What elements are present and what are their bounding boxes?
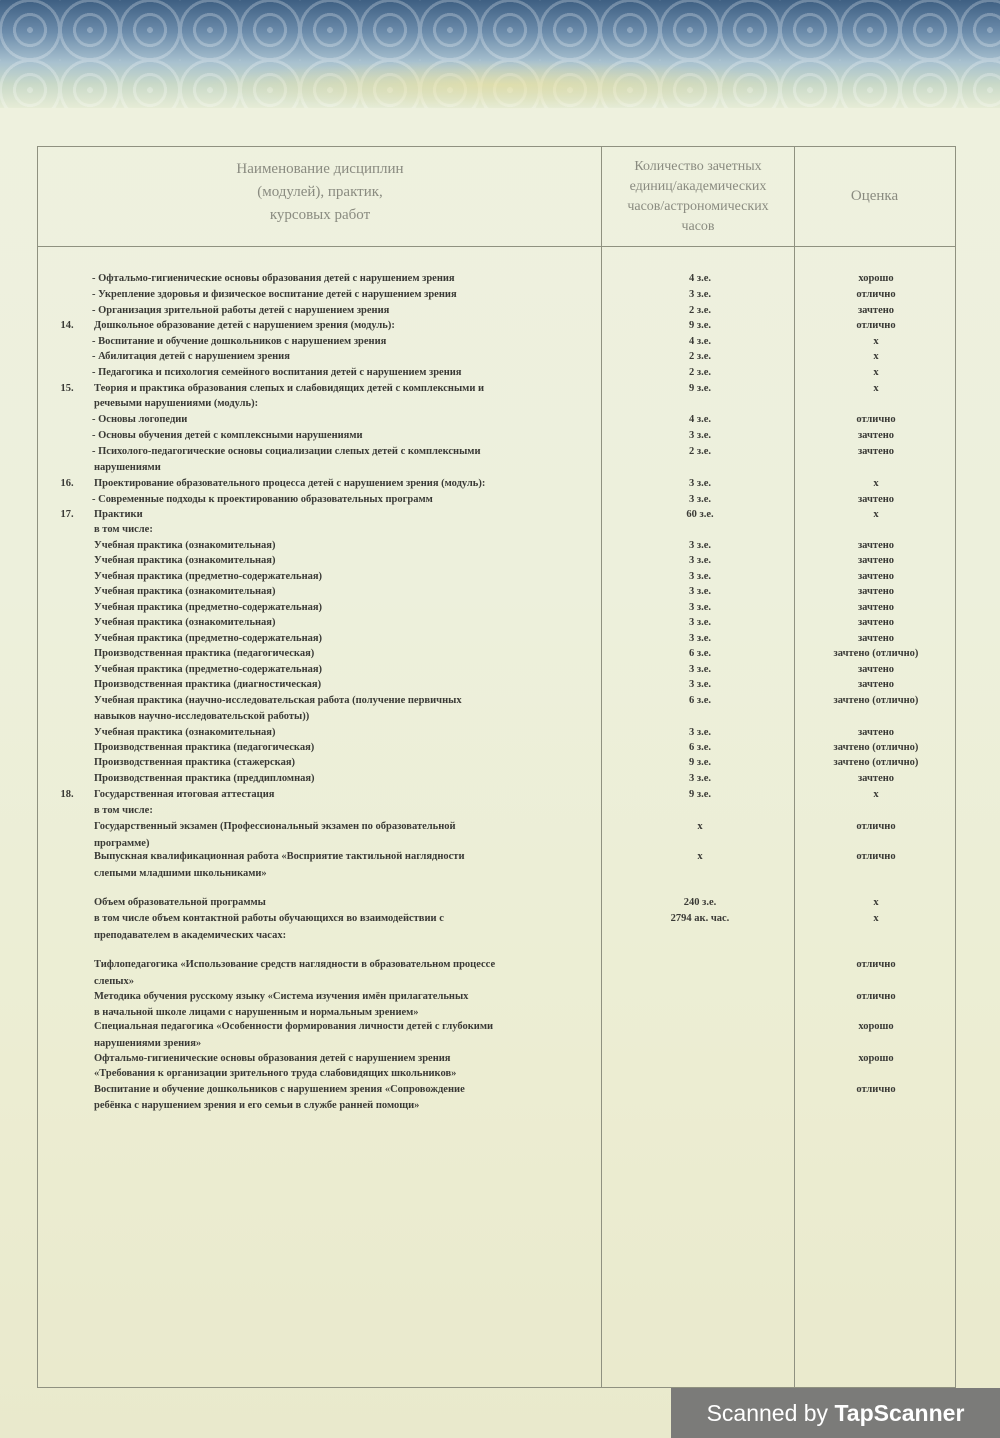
discipline-name: Теория и практика образования слепых и слабовидящих детей с комплексными и [94,383,485,394]
discipline-name: Учебная практика (предметно-содержательная) [94,602,323,613]
grade: зачтено (отлично) [833,757,919,768]
header-col-grade: Оценка [850,188,899,204]
discipline-name: - Основы логопедии [92,414,188,425]
discipline-name: - Основы обучения детей с комплексными нарушениями [92,430,363,441]
header-col-name [160,158,480,227]
table-row [0,1082,1000,1098]
table-row [0,553,1000,569]
credit-units: х [697,821,703,832]
discipline-name: в начальной школе лицами с нарушенным и нормальным зрением» [94,1007,419,1018]
credit-units: 3 з.е. [688,494,711,505]
header-col-name-line: курсовых работ [269,207,371,223]
table-row [0,928,1000,944]
grade: отлично [856,959,896,970]
credit-units: 2 з.е. [688,305,711,316]
discipline-name: «Требования к организации зрительного труда слабовидящих школьников» [94,1068,457,1079]
discipline-name: речевыми нарушениями (модуль): [94,398,259,409]
discipline-name: в том числе: [94,805,153,816]
discipline-name: - Психолого-педагогические основы социализации слепых детей с комплексными [92,446,481,457]
credit-units: 3 з.е. [688,540,711,551]
discipline-name: Тифлопедагогика «Использование средств наглядности в образовательном процессе [94,959,496,970]
credit-units: 3 з.е. [688,478,711,489]
table-row [0,662,1000,678]
table-row [0,911,1000,927]
discipline-name: Учебная практика (предметно-содержательная) [94,571,323,582]
banner-glow [200,60,800,110]
discipline-name: - Педагогика и психология семейного воспитания детей с нарушением зрения [92,367,462,378]
credit-units: 3 з.е. [688,586,711,597]
table-row [0,507,1000,523]
table-row [0,895,1000,911]
table-row [0,303,1000,319]
credit-units: 2794 ак. час. [670,913,730,924]
table-row [0,492,1000,508]
table-row [0,819,1000,835]
header-col-units [603,157,793,237]
grade: зачтено [857,679,895,690]
discipline-name: преподавателем в академических часах: [94,930,287,941]
credit-units: 9 з.е. [688,757,711,768]
discipline-name: - Современные подходы к проектированию образовательных программ [92,494,433,505]
discipline-name: - Воспитание и обучение дошкольников с нарушением зрения [92,336,387,347]
discipline-name: в том числе объем контактной работы обучающихся во взаимодействии с [94,913,444,924]
credit-units: 6 з.е. [688,742,711,753]
discipline-name: нарушениями [94,462,161,473]
grade: зачтено [857,446,895,457]
grade: зачтено [857,586,895,597]
table-row [0,725,1000,741]
header-col-name-line: Наименование дисциплин [236,161,404,177]
grade: х [873,789,879,800]
grade: х [873,383,879,394]
discipline-name: Практики [94,509,143,520]
discipline-name: Учебная практика (предметно-содержательная) [94,633,323,644]
table-row [0,522,1000,538]
table-row [0,631,1000,647]
grade: зачтено [857,494,895,505]
watermark-brand: TapScanner [834,1400,965,1426]
discipline-name: слепыми младшими школьниками» [94,868,267,879]
grade: х [873,897,879,908]
discipline-name: ребёнка с нарушением зрения и его семьи в службе ранней помощи» [94,1100,420,1111]
table-row [0,287,1000,303]
grade: отлично [856,414,896,425]
credit-units: 3 з.е. [688,679,711,690]
discipline-name: - Организация зрительной работы детей с нарушением зрения [92,305,390,316]
row-number: 18. [60,789,74,800]
table-row [0,677,1000,693]
table-row [0,849,1000,865]
watermark-prefix: Scanned by [706,1400,835,1426]
table-row [0,974,1000,990]
credit-units: 2 з.е. [688,351,711,362]
table-row [0,428,1000,444]
table-row [0,569,1000,585]
discipline-name: - Абилитация детей с нарушением зрения [92,351,290,362]
row-number: 14. [60,320,74,331]
table-row [0,538,1000,554]
discipline-name: - Офтальмо-гигиенические основы образования детей с нарушением зрения [92,273,455,284]
grade: зачтено (отлично) [833,695,919,706]
table-row [0,989,1000,1005]
credit-units: 240 з.е. [683,897,717,908]
discipline-name: - Укрепление здоровья и физическое воспитание детей с нарушением зрения [92,289,457,300]
discipline-name: Государственная итоговая аттестация [94,789,275,800]
grade: зачтено (отлично) [833,648,919,659]
discipline-name: слепых» [94,976,134,987]
table-row [0,318,1000,334]
grade: зачтено [857,540,895,551]
credit-units: 9 з.е. [688,383,711,394]
credit-units: 3 з.е. [688,617,711,628]
grade: зачтено [857,617,895,628]
discipline-name: нарушениями зрения» [94,1038,202,1049]
discipline-name: Учебная практика (предметно-содержательная) [94,664,323,675]
discipline-name: Объем образовательной программы [94,897,266,908]
table-row [0,271,1000,287]
discipline-name: Методика обучения русскому языку «Система изучения имён прилагательных [94,991,469,1002]
table-row [0,740,1000,756]
table-row [0,334,1000,350]
header-col-units-line: Количество зачетных [634,159,762,174]
grade: хорошо [858,1053,894,1064]
grade: отлично [856,1084,896,1095]
table-row [0,957,1000,973]
grade: зачтено [857,727,895,738]
discipline-name: Производственная практика (стажерская) [94,757,295,768]
table-row [0,396,1000,412]
grade: х [873,509,879,520]
table-row [0,444,1000,460]
table-row [0,646,1000,662]
credit-units: 3 з.е. [688,602,711,613]
discipline-name: Производственная практика (диагностическая) [94,679,322,690]
header-col-units-line: часов/астрономических [627,199,769,214]
discipline-name: Производственная практика (педагогическая) [94,742,315,753]
grade: зачтено [857,773,895,784]
grade: зачтено [857,305,895,316]
table-row [0,709,1000,725]
table-row [0,693,1000,709]
table-row [0,866,1000,882]
grade: зачтено (отлично) [833,742,919,753]
grade: зачтено [857,602,895,613]
discipline-name: программе) [94,838,150,849]
credit-units: 3 з.е. [688,727,711,738]
credit-units: 3 з.е. [688,430,711,441]
discipline-name: Офтальмо-гигиенические основы образования детей с нарушением зрения [94,1053,451,1064]
grade: зачтено [857,664,895,675]
grade: отлично [856,991,896,1002]
table-row [0,1098,1000,1114]
grade: х [873,336,879,347]
discipline-name: Учебная практика (ознакомительная) [94,555,276,566]
credit-units: 6 з.е. [688,648,711,659]
table-row [0,584,1000,600]
credit-units: 3 з.е. [688,773,711,784]
row-number: 15. [60,383,74,394]
credit-units: 3 з.е. [688,289,711,300]
credit-units: 9 з.е. [688,789,711,800]
grade: отлично [856,289,896,300]
discipline-name: Учебная практика (научно-исследовательская работа (получение первичных [94,695,462,706]
row-number: 17. [60,509,74,520]
table-row [0,460,1000,476]
header-divider [37,246,955,247]
credit-units: 3 з.е. [688,633,711,644]
table-row [0,1051,1000,1067]
header-col-name-line: (модулей), практик, [257,184,383,200]
table-row [0,365,1000,381]
discipline-name: навыков научно-исследовательской работы)) [94,711,310,722]
header-col-units-line: единиц/академических [629,179,767,194]
table-row [0,381,1000,397]
table-row [0,771,1000,787]
credit-units: 9 з.е. [688,320,711,331]
table-row [0,1019,1000,1035]
table-row [0,412,1000,428]
discipline-name: Воспитание и обучение дошкольников с нарушением зрения «Сопровождение [94,1084,465,1095]
discipline-name: Государственный экзамен (Профессиональный экзамен по образовательной [94,821,456,832]
grade: х [873,351,879,362]
header-col-units-line: часов [681,219,715,234]
credit-units: 4 з.е. [688,414,711,425]
table-row [0,1066,1000,1082]
credit-units: 6 з.е. [688,695,711,706]
table-row [0,615,1000,631]
credit-units: 60 з.е. [686,509,714,520]
discipline-name: Производственная практика (педагогическая) [94,648,315,659]
credit-units: 3 з.е. [688,555,711,566]
table-row [0,803,1000,819]
credit-units: 3 з.е. [688,571,711,582]
grade: зачтено [857,430,895,441]
grade: отлично [856,851,896,862]
discipline-name: Проектирование образовательного процесса детей с нарушением зрения (модуль): [94,478,486,489]
grade: зачтено [857,571,895,582]
discipline-name: Учебная практика (ознакомительная) [94,727,276,738]
discipline-name: Учебная практика (ознакомительная) [94,617,276,628]
discipline-name: в том числе: [94,524,153,535]
grade: зачтено [857,633,895,644]
discipline-name: Учебная практика (ознакомительная) [94,586,276,597]
credit-units: 3 з.е. [688,664,711,675]
grade: х [873,913,879,924]
grade: хорошо [858,273,894,284]
table-row [0,755,1000,771]
discipline-name: Дошкольное образование детей с нарушением зрения (модуль): [94,320,395,331]
credit-units: 4 з.е. [688,273,711,284]
discipline-name: Выпускная квалификационная работа «Восприятие тактильной наглядности [94,851,465,862]
credit-units: х [697,851,703,862]
table-row [0,1036,1000,1052]
grade: х [873,478,879,489]
table-row [0,476,1000,492]
grade: зачтено [857,555,895,566]
discipline-name: Учебная практика (ознакомительная) [94,540,276,551]
grade: х [873,367,879,378]
grade: отлично [856,320,896,331]
discipline-name: Производственная практика (преддипломная) [94,773,315,784]
credit-units: 4 з.е. [688,336,711,347]
row-number: 16. [60,478,74,489]
table-row [0,787,1000,803]
credit-units: 2 з.е. [688,446,711,457]
table-row [0,600,1000,616]
grade: отлично [856,821,896,832]
discipline-name: Специальная педагогика «Особенности формирования личности детей с глубокими [94,1021,494,1032]
scanner-watermark [671,1388,1000,1438]
credit-units: 2 з.е. [688,367,711,378]
table-row [0,349,1000,365]
grade: хорошо [858,1021,894,1032]
